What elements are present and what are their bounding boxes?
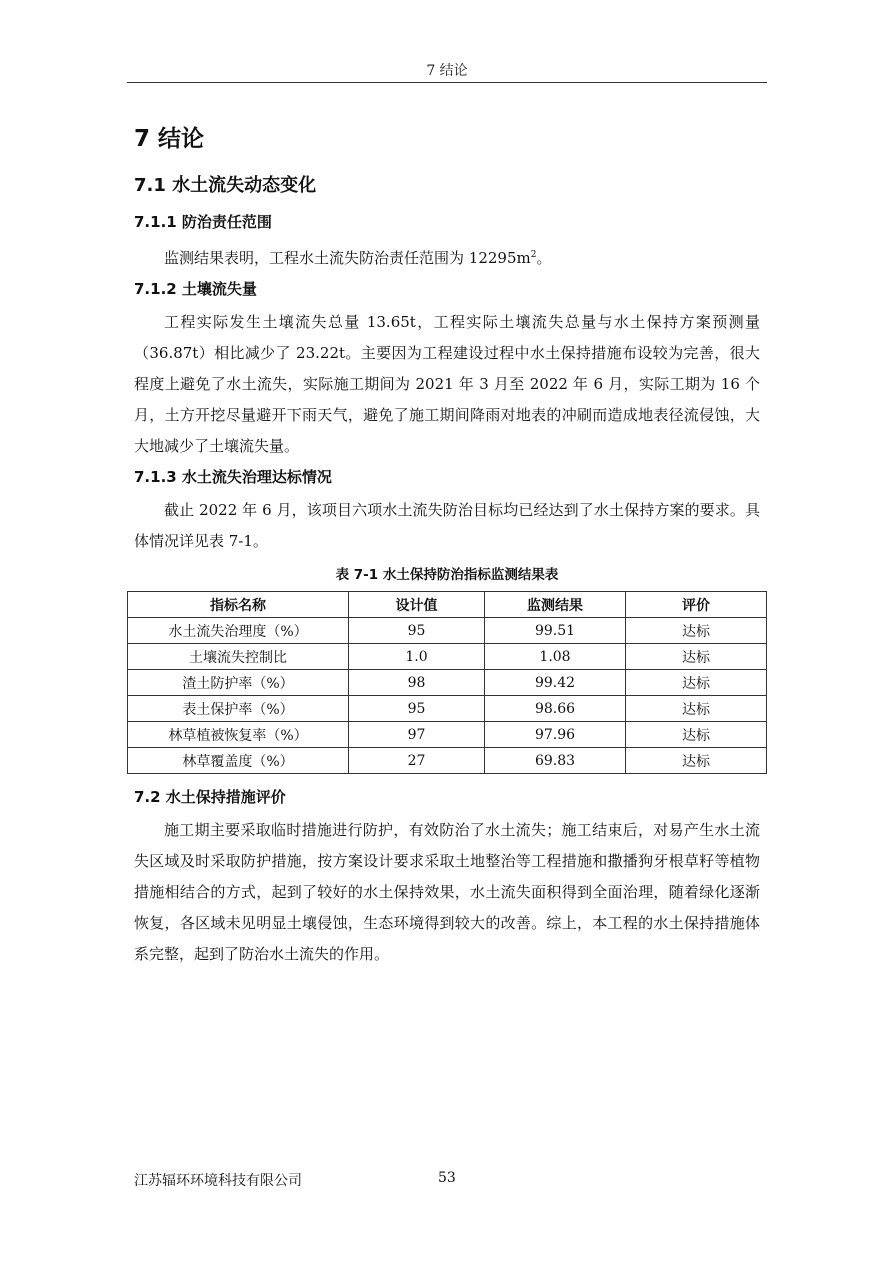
table-cell: 渣土防护率（%） [128,670,349,696]
section-7-1-3-paragraph: 截止 2022 年 6 月，该项目六项水土流失防治目标均已经达到了水土保持方案的要求。具体情况详见表 7-1。 [134,501,760,550]
table-cell: 69.83 [485,748,626,774]
section-7-1-2-paragraph: 工程实际发生土壤流失总量 13.65t，工程实际土壤流失总量与水土保持方案预测量（36.87t）相比减少了 23.22t。主要因为工程建设过程中水土保持措施布设较为完善，很大程度上避免了水土流失，实际施工期间为 2021 年 3 月至 2022 年 6 月，实际工期为 16 个月，土方开挖尽量避开下雨天气，避免了施工期间降雨对地表的冲刷而造成地表径流侵蚀，大大地减少了土壤流失量。 [134,313,760,455]
table-row [128,748,767,774]
table-cell: 95 [349,618,485,644]
table-cell: 1.0 [349,644,485,670]
table-cell: 99.51 [485,618,626,644]
table-header-cell: 监测结果 [485,592,626,618]
chapter-title: 7 结论 [134,126,205,152]
table-header-cell: 评价 [626,592,767,618]
section-7-1-1-title: 7.1.1 防治责任范围 [134,213,272,231]
table-cell: 98 [349,670,485,696]
table-cell: 27 [349,748,485,774]
table-header-cell: 设计值 [349,592,485,618]
section-7-1-1-paragraph [134,240,760,274]
section-7-2-paragraph: 施工期主要采取临时措施进行防护，有效防治了水土流失；施工结束后，对易产生水土流失区域及时采取防护措施，按方案设计要求采取土地整治等工程措施和撒播狗牙根草籽等植物措施相结合的方式，起到了较好的水土保持效果，水土流失面积得到全面治理，随着绿化逐渐恢复，各区域未见明显土壤侵蚀，生态环境得到较大的改善。综上，本工程的水土保持措施体系完整，起到了防治水土流失的作用。 [134,821,760,963]
table-row [128,722,767,748]
table-cell: 1.08 [485,644,626,670]
table-cell: 97.96 [485,722,626,748]
table-cell: 达标 [626,670,767,696]
table-row [128,644,767,670]
section-7-1-title: 7.1 水土流失动态变化 [134,175,317,196]
header-rule [127,82,767,83]
table-row [128,670,767,696]
running-header: 7 结论 [426,63,468,79]
area-text-end: 。 [536,249,552,267]
table-cell: 林草覆盖度（%） [128,748,349,774]
table-cell: 水土流失治理度（%） [128,618,349,644]
page-content [134,110,760,974]
table-cell: 95 [349,696,485,722]
indicator-table [127,591,767,774]
table-cell: 达标 [626,696,767,722]
table-cell: 林草植被恢复率（%） [128,722,349,748]
table-cell: 达标 [626,644,767,670]
section-7-2-title: 7.2 水土保持措施评价 [134,788,286,806]
area-unit-superscript: 2 [530,250,537,260]
area-text: 监测结果表明，工程水土流失防治责任范围为 12295m [164,249,531,267]
table-row [128,696,767,722]
table-cell: 达标 [626,748,767,774]
table-cell: 表土保护率（%） [128,696,349,722]
section-7-1-3-title: 7.1.3 水土流失治理达标情况 [134,468,332,486]
table-cell: 98.66 [485,696,626,722]
footer-company: 江苏辐环环境科技有限公司 [134,1173,302,1189]
table-caption: 表 7-1 水土保持防治指标监测结果表 [335,567,559,583]
table-header-cell: 指标名称 [128,592,349,618]
table-cell: 土壤流失控制比 [128,644,349,670]
table-cell: 达标 [626,722,767,748]
table-row [128,618,767,644]
table-cell: 97 [349,722,485,748]
table-cell: 达标 [626,618,767,644]
page-number: 53 [438,1170,456,1186]
table-header-row [128,592,767,618]
section-7-1-2-title: 7.1.2 土壤流失量 [134,280,257,298]
table-cell: 99.42 [485,670,626,696]
